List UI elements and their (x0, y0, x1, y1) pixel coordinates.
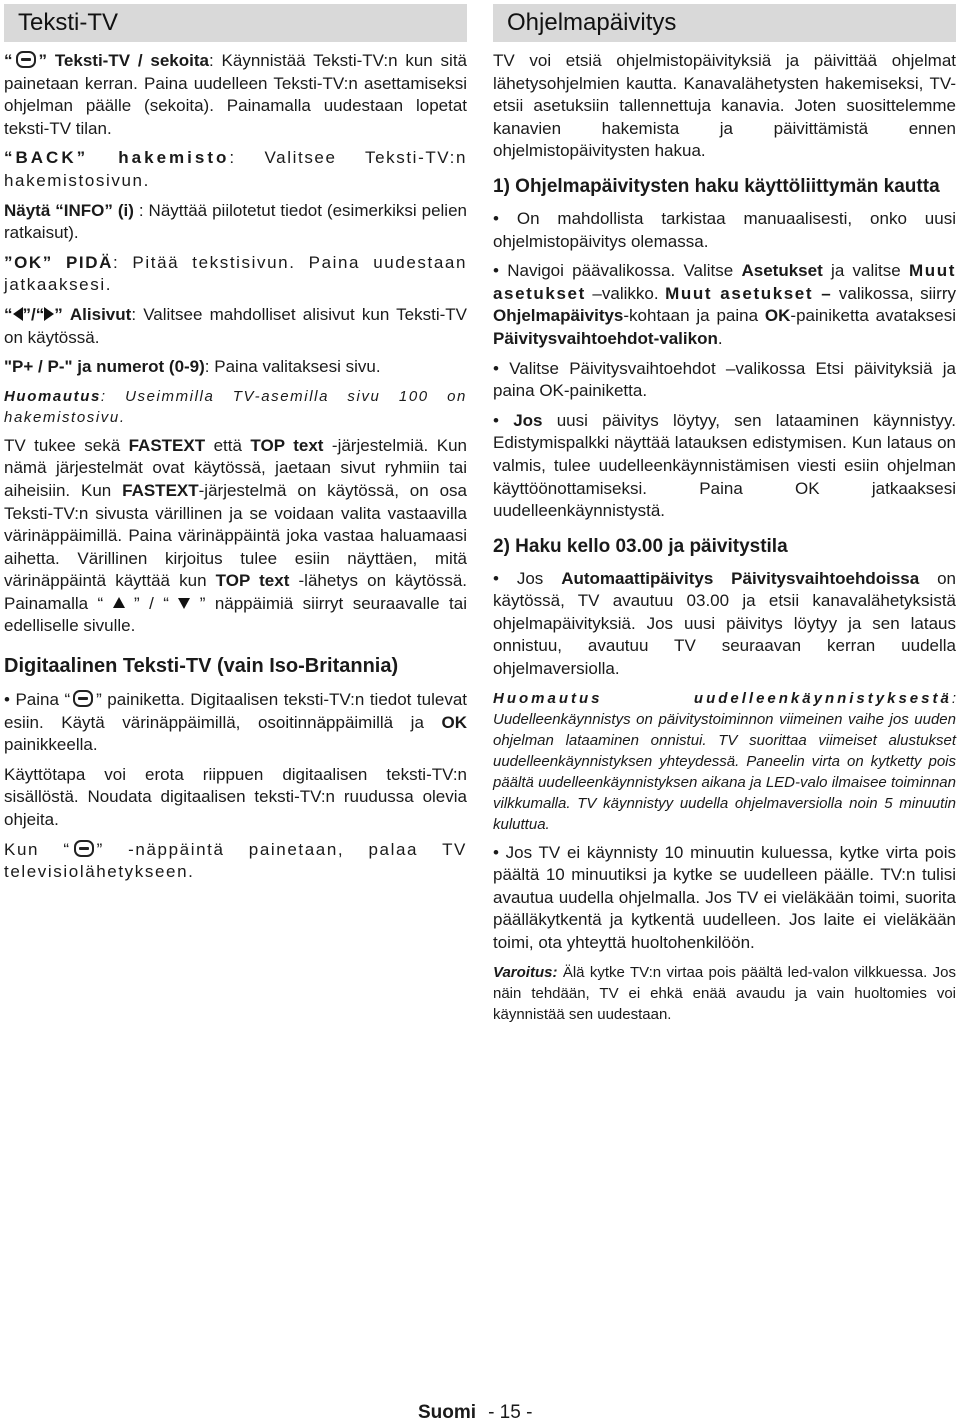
bullet-download: • Jos uusi päivitys löytyy, sen lataaminen käynnistyy. Edistymispalkki näyttää latauksen edistymisen. Kun lataus on valmis, tulee uudelleenkäynnistämisen viesti esiin ohjelman käyttöönottamiseksi. Paina OK jatkaaksesi uudelleenkäynnistystä. (493, 410, 956, 521)
paragraph-fastext-top: TV tukee sekä FASTEXT että TOP text -järjestelmiä. Kun nämä järjestelmät ovat käytössä, jaetaan sivut ryhmiin tai aiheisiin. Kun FASTEXT-järjestelmä on käytössä, on osa Teksti-TV:n sivusta värillinen ja se voidaan valita vastaavilla värinäppäimillä. Paina värinäppäintä joka vastaa haluamaasi aihetta. Värillinen kirjoitus tulee esiin näyttäen, mitä värinäppäintä käyttää kun TOP text -lähetys on käytössä. Painamalla “ ” / “ ” näppäimiä siirryt seuraavalle tai edelliselle sivulle. (4, 435, 468, 636)
paragraph-info: Näytä “INFO” (i) : Näyttää piilotetut tiedot (esimerkiksi pelien ratkaisut). (4, 200, 467, 243)
teletext-icon (16, 51, 36, 68)
arrow-right-icon (44, 307, 54, 321)
bullet-auto-update: • Jos Automaattipäivitys Päivitysvaihtoehdoissa on käytössä, TV avautuu 03.00 ja etsii kanavalähetyksistä ohjelmapäivityksiä. Jos uusi päivitys löytyy ja sen lataus onnistuu, avautuu TV seuraavan kerran uudella ohjelmaversiolla. (493, 568, 956, 679)
note-restart: Huomautus uudelleenkäynnistyksestä: Uudelleenkäynnistys on päivitystoiminnon viimeinen vaihe jos uuden ohjelman lataaminen onnistui. TV suorittaa viimeiset alustukset uudelleenkäynnistyksen yhteydessä. Paneelin virta on kytketty pois päältä uudelleenkäynnistyksen aikana ja LED-valo ilmaisee toiminnan vilkkumalla. TV käynnistyy uudella ohjelmaversiolla noin 5 minuutin kuluttua. (493, 689, 956, 833)
bullet-search-updates: • Valitse Päivitysvaihtoehdot –valikossa Etsi päivityksiä ja paina OK-painiketta. (493, 358, 956, 401)
paragraph-page-select: "P+ / P-" ja numerot (0-9): Paina valitaksesi sivu. (4, 357, 381, 377)
arrow-left-icon (13, 307, 23, 321)
subheading-ui-search: 1) Ohjelmapäivitysten haku käyttöliittymän kautta (493, 175, 940, 197)
heading-digital-teletext: Digitaalinen Teksti-TV (vain Iso-Britannia) (4, 655, 399, 678)
teletext-icon (74, 840, 94, 857)
paragraph-back-index: “BACK” hakemisto: Valitsee Teksti-TV:n hakemistosivun. (4, 148, 467, 190)
note-index-page: Huomautus: Useimmilla TV-asemilla sivu 100 on hakemistosivu. (4, 387, 467, 426)
page-number: - 15 - (488, 1402, 533, 1423)
bullet-no-start: • Jos TV ei käynnisty 10 minuutin kuluessa, kytke virta pois päältä 10 minuutiksi ja kytke se uudelleen päälle. TV:n tulisi avautua uudella ohjelmalla. Jos TV ei vieläkään toimi, suorita päälläkytkentä ja kytkentä uudelleen. Jos laite ei vieläkään toimi, ota yhteyttä huoltohenkilöön. (493, 842, 956, 953)
paragraph-update-intro: TV voi etsiä ohjelmistopäivityksiä ja päivittää ohjelmat lähetysohjelmien kautta. Kanavalähetysten hakemiseksi, TV-etsii asetuksiin tallennettuja kanavia. Joten suosittelemme kanavien hakemista ja päivittämistä ennen ohjelmistopäivitysten hakua. (493, 51, 956, 161)
footer-language: Suomi (418, 1402, 477, 1423)
arrow-down-icon (178, 598, 190, 609)
paragraph-subpages: “ ”/“ ” Alisivut: Valitsee mahdolliset alisivut kun Teksti-TV on käytössä. (4, 304, 467, 347)
section-heading-teletext: Teksti-TV (4, 4, 467, 42)
paragraph-usage: Käyttötapa voi erota riippuen digitaalisen teksti-TV:n sisällöstä. Noudata digitaalisen teksti-TV:n ruudussa olevia ohjeita. (4, 764, 467, 830)
right-column (493, 4, 956, 1032)
paragraph-digital-teletext: • Paina “ ” painiketta. Digitaalisen teksti-TV:n tiedot tulevat esiin. Käytä värinäppäimillä, osoitinnäppäimillä ja OK painikkeella. (4, 690, 468, 755)
warning-led: Varoitus: Älä kytke TV:n virtaa pois päältä led-valon vilkkuessa. Jos näin tehdään, TV ei ehkä enää avaudu ja vain huoltomies voi käynnistää sen uudestaan. (493, 963, 956, 1023)
paragraph-ok-hold: ”OK” PIDÄ: Pitää tekstisivun. Paina uudestaan jatkaaksesi. (4, 252, 468, 295)
bullet-navigate-menu: • Navigoi päävalikossa. Valitse Asetukset ja valitse Muut asetukset –valikko. Muut asetukset – valikossa, siirry Ohjelmapäivitys-kohtaan ja paina OK-painiketta avataksesi Päivitysvaihtoehdot-valikon. (493, 261, 956, 348)
paragraph-return-tv: Kun “ ” -näppäintä painetaan, palaa TV televisiolähetykseen. (4, 839, 467, 882)
subheading-auto-search: 2) Haku kello 03.00 ja päivitystila (493, 535, 788, 557)
left-column (4, 4, 467, 891)
teletext-icon (73, 690, 93, 707)
page-footer (418, 1402, 532, 1424)
bullet-manual-check: • On mahdollista tarkistaa manuaalisesti, onko uusi ohjelmistopäivitys olemassa. (493, 208, 956, 251)
arrow-up-icon (113, 597, 125, 608)
section-heading-software-update: Ohjelmapäivitys (493, 4, 956, 42)
paragraph-teletext-mix: “ ” Teksti-TV / sekoita: Käynnistää Teksti-TV:n kun sitä painetaan kerran. Paina uudelleen Teksti-TV:n asettamiseksi ohjelman päälle (sekoita). Painamalla uudestaan lopetat teksti-TV tilan. (4, 51, 468, 138)
